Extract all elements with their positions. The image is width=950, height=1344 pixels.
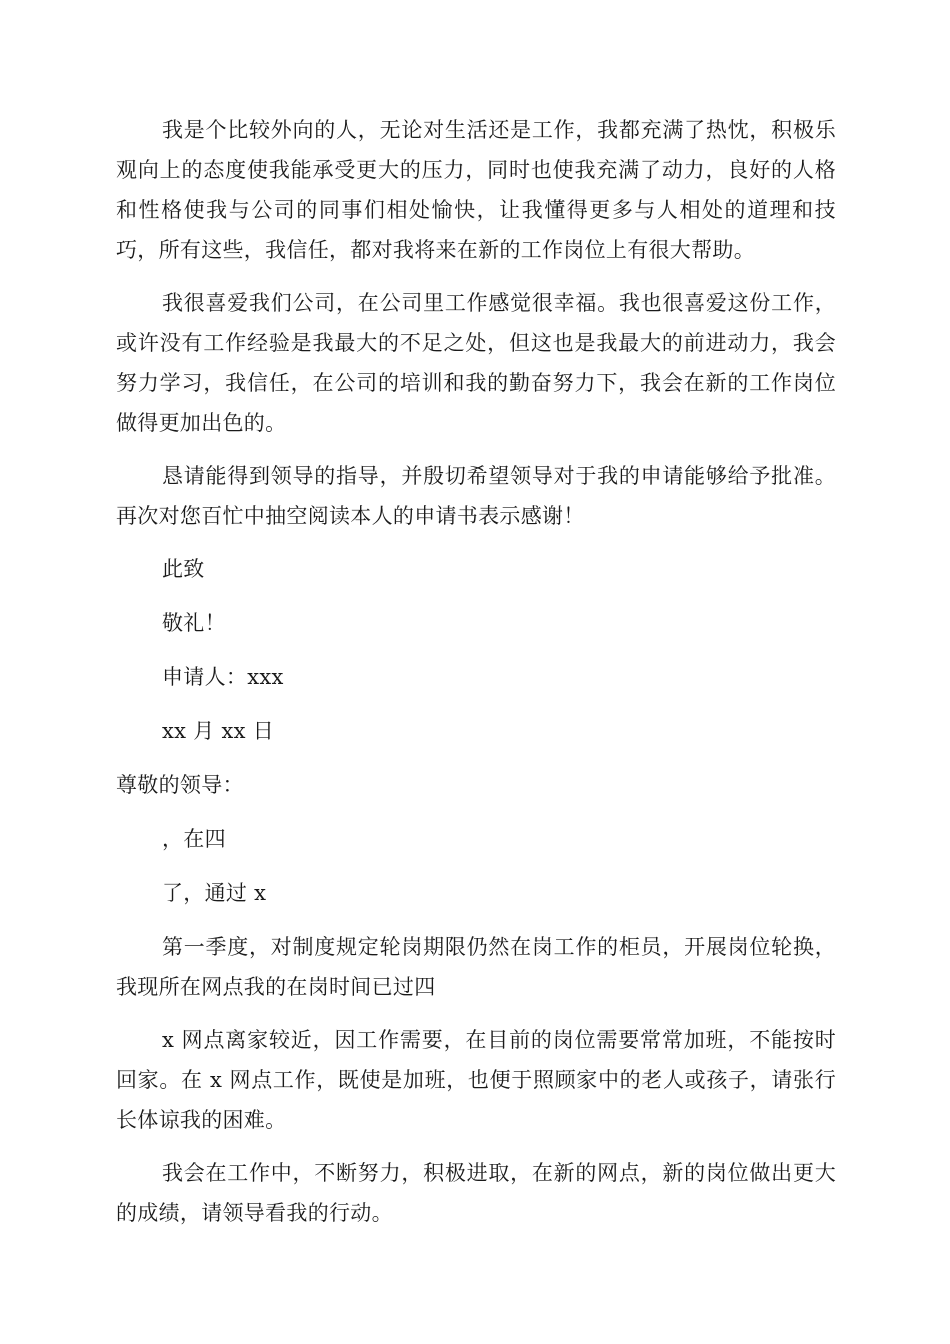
paragraph-love-company: 我很喜爱我们公司，在公司里工作感觉很幸福。我也很喜爱这份工作，或许没有工作经验是我最大的不足之处，但这也是我最大的前进动力，我会努力学习，我信任，在公司的培训和我的勤奋努力下，我会在新的工作岗位做得更加出色的。: [116, 291, 836, 435]
paragraph-near-home: x 网点离家较近，因工作需要，在目前的岗位需要常常加班，不能按时回家。在 x 网点工作，既使是加班，也便于照顾家中的老人或孩子，请张行长体谅我的困难。: [116, 1028, 836, 1132]
closing-cizhi: 此致: [162, 557, 205, 581]
fragment-zaisi: ，在四: [162, 827, 226, 851]
salutation: 尊敬的领导：: [116, 773, 244, 797]
date-line: xx 月 xx 日: [162, 719, 275, 743]
fragment-tongguo: 了，通过 x: [162, 881, 267, 905]
paragraph-personality: 我是个比较外向的人，无论对生活还是工作，我都充满了热忱，积极乐观向上的态度使我能承受更大的压力，同时也使我充满了动力，良好的人格和性格使我与公司的同事们相处愉快，让我懂得更多与人相处的道理和技巧，所有这些，我信任，都对我将来在新的工作岗位上有很大帮助。: [116, 118, 836, 262]
closing-jingli: 敬礼！: [162, 611, 226, 635]
document-body: [116, 110, 836, 1246]
paragraph-commitment: 我会在工作中，不断努力，积极进取，在新的网点，新的岗位做出更大的成绩，请领导看我的行动。: [116, 1161, 836, 1225]
applicant-name: 申请人：xxx: [162, 665, 284, 689]
paragraph-request-approval: 恳请能得到领导的指导，并殷切希望领导对于我的申请能够给予批准。再次对您百忙中抽空阅读本人的申请书表示感谢！: [116, 464, 836, 528]
paragraph-rotation: 第一季度，对制度规定轮岗期限仍然在岗工作的柜员，开展岗位轮换，我现所在网点我的在岗时间已过四: [116, 935, 836, 999]
